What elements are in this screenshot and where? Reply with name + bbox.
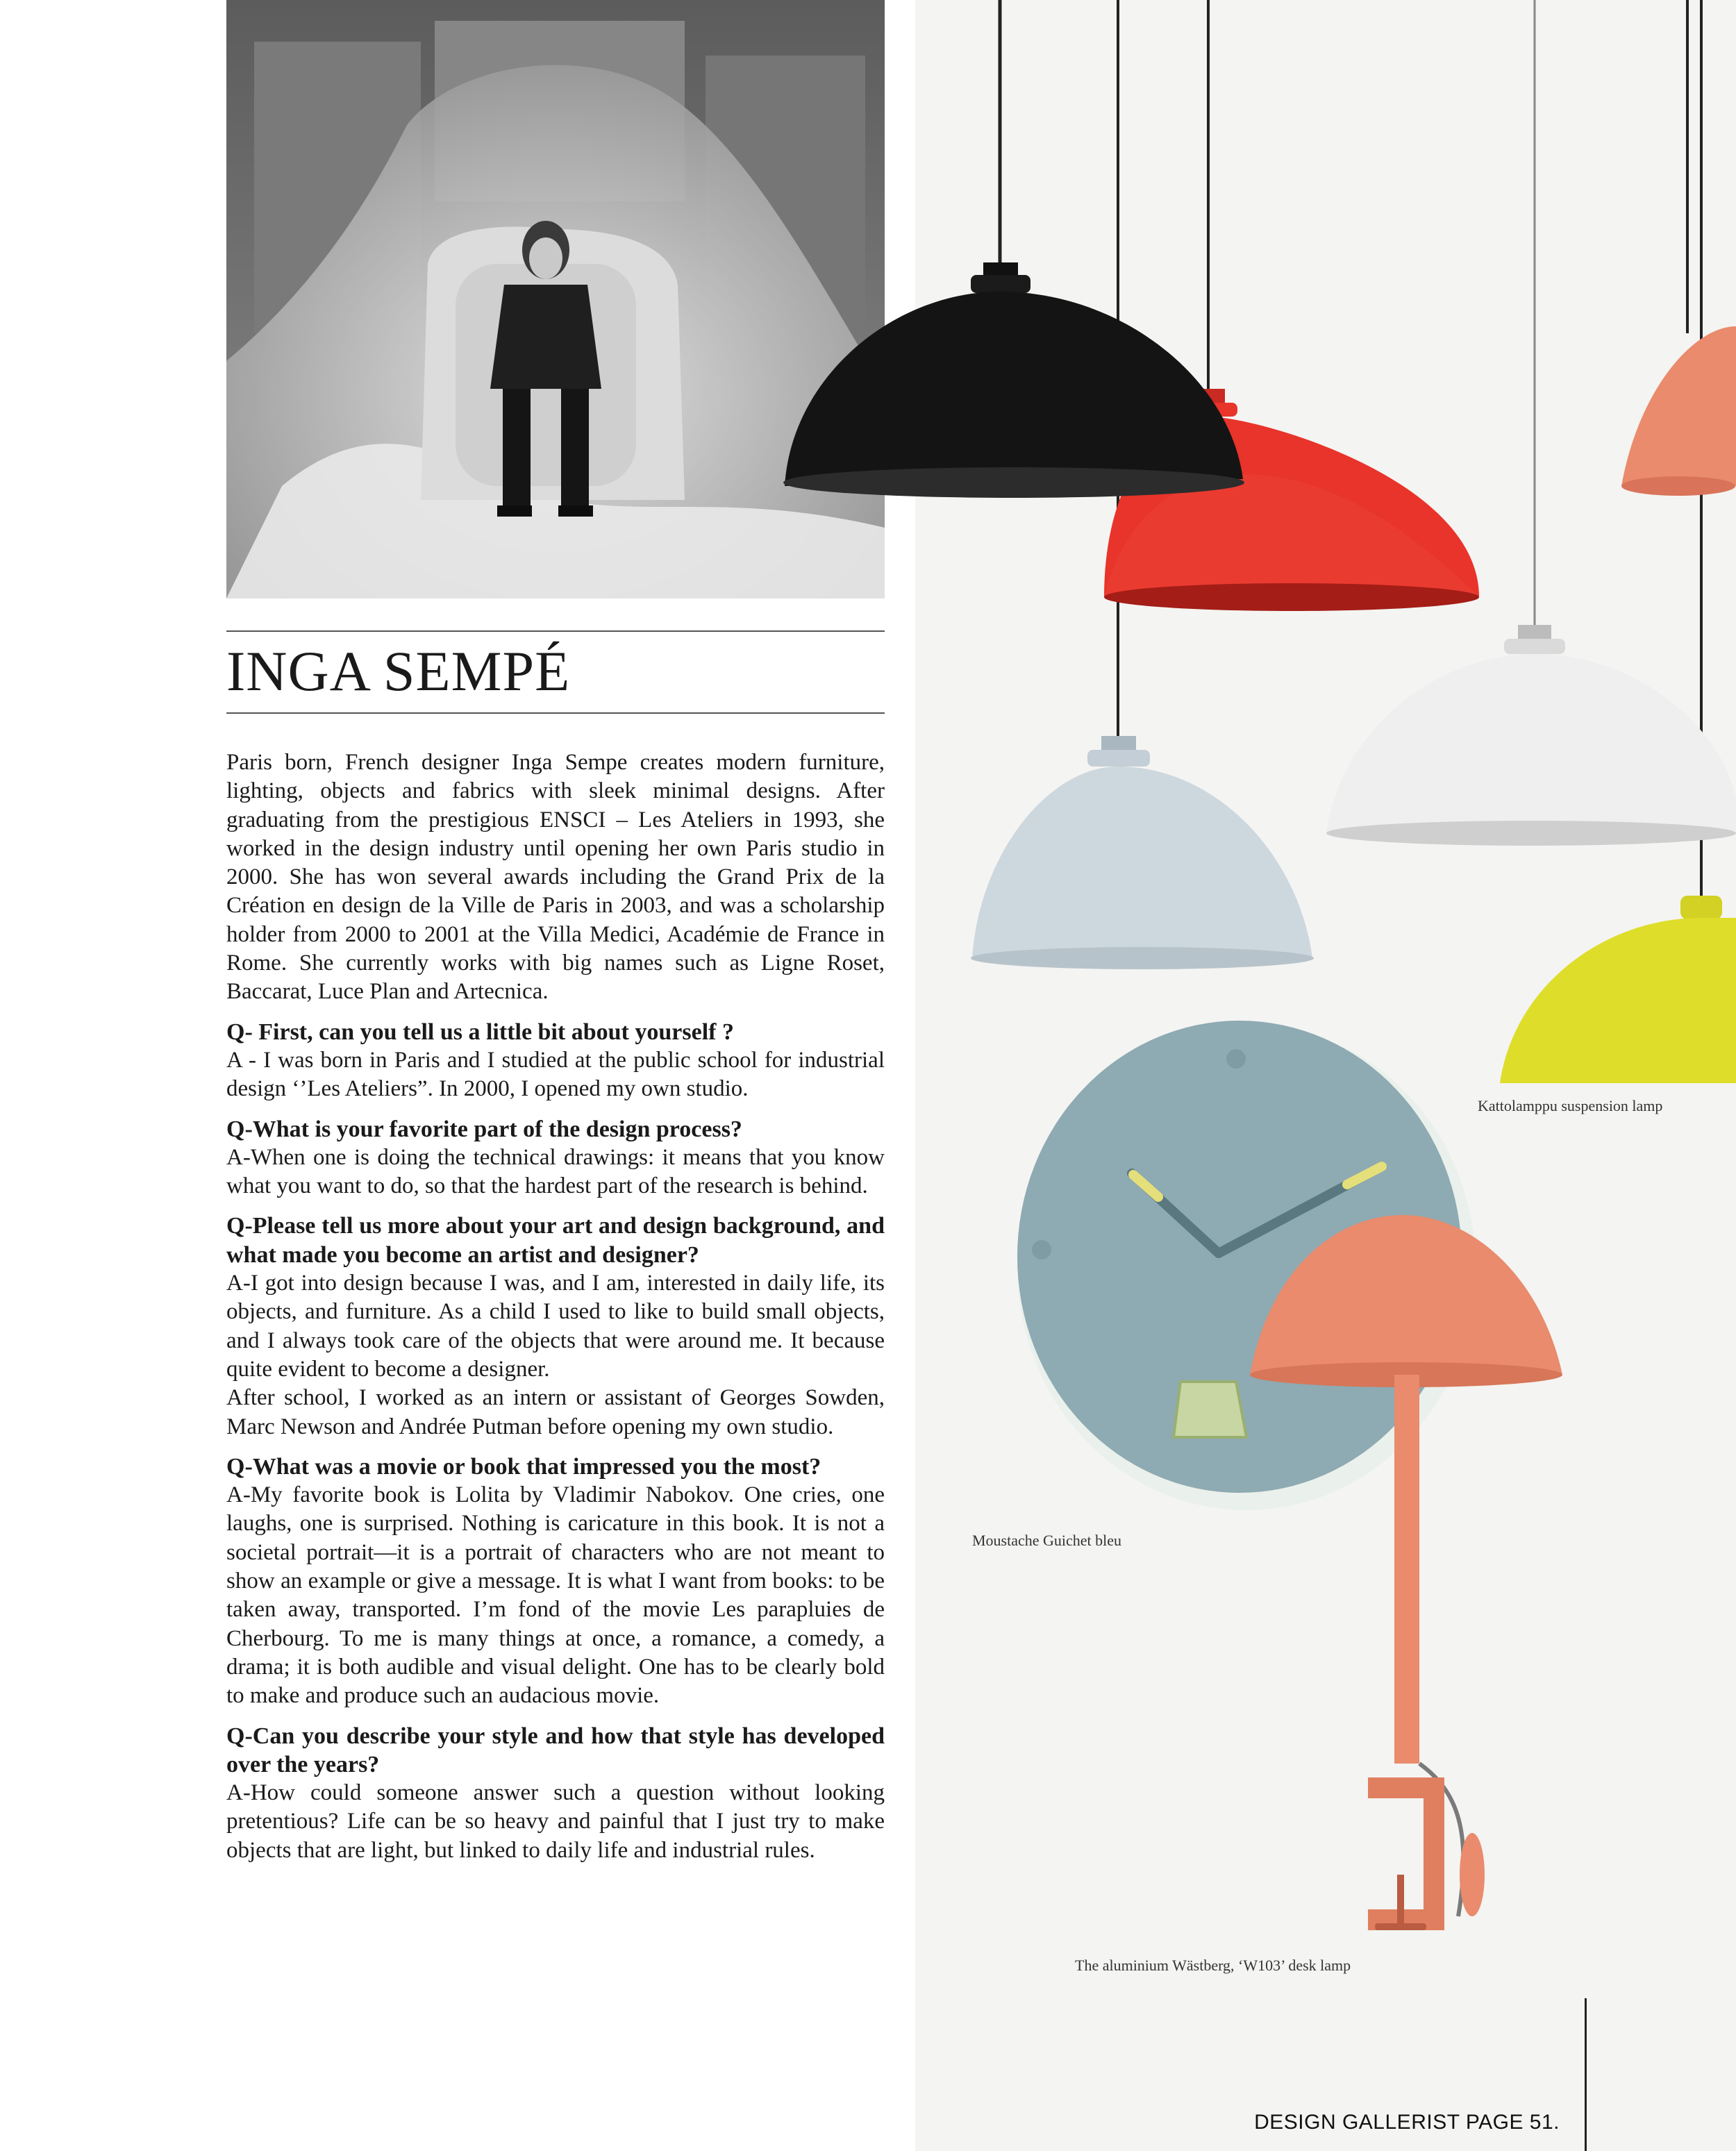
answer-4: A-My favorite book is Lolita by Vladimir Nabokov. One cries, one laughs, one is surprised. Nothing is caricature in this book. It is not a societal portrait—it is a portrait of characters who are not meant to show an example or give a message. It is what I want from books: to be taken away, transported. I’m fond of the movie Les parapluies de Cherbourg. To me is many things at once, a romance, a comedy, a drama; it is both audible and visual delight. One has to be clearly bold to make and produce such an audacious movie. [226, 1482, 885, 1709]
answer-3: A-I got into design because I was, and I am, interested in daily life, its objects, and furniture. As a child I used to like to build small objects, and I always took care of the objects that were around me. It because quite evident to become a designer. [226, 1271, 885, 1382]
light-blue-pendant-lamp [971, 736, 1314, 969]
page-footer: DESIGN GALLERIST PAGE 51. [1254, 2111, 1560, 2134]
question-3: Q-Please tell us more about your art and design background, and what made you become an artist and designer? [226, 1213, 885, 1268]
caption-desk-lamp: The aluminium Wästberg, ‘W103’ desk lamp [1075, 1957, 1351, 1974]
white-pendant-lamp [1326, 625, 1736, 846]
w103-desk-lamp [1250, 1215, 1562, 1930]
clock-and-desk-lamp-illustration [972, 1014, 1736, 2014]
intro-paragraph: Paris born, French designer Inga Sempe creates modern furniture, lighting, objects and fabrics with sleek minimal designs. After graduating from the prestigious ENSCI – Les Ateliers in 1993, she worked in the design industry until opening her own Paris studio in 2000. She has won several awards including the Grand Prix de la Création en design de la Ville de Paris in 2003, and was a scholarship holder from 2000 to 2001 at the Villa Medici, Académie de France in Rome. She currently works with big names such as Ligne Roset, Baccarat, Luce Plan and Artecnica. [226, 750, 885, 1005]
question-4: Q-What was a movie or book that impressed you the most? [226, 1453, 821, 1480]
suspension-lamps-illustration [771, 0, 1736, 1111]
answer-2: A-When one is doing the technical drawings: it means that you know what you want to do, so that the hardest part of the research is behind. [226, 1144, 885, 1199]
answer-1: A - I was born in Paris and I studied at the public school for industrial design ‘’Les Ateliers”. In 2000, I opened my own studio. [226, 1047, 885, 1102]
caption-suspension-lamp: Kattolamppu suspension lamp [1478, 1097, 1663, 1114]
black-pendant-lamp [783, 262, 1244, 498]
answer-3-continued: After school, I worked as an intern or assistant of Georges Sowden, Marc Newson and Andrée Putman before opening my own studio. [226, 1385, 885, 1439]
caption-clock: Moustache Guichet bleu [972, 1532, 1122, 1549]
article-title: INGA SEMPÉ [226, 639, 571, 703]
footer-vertical-rule [1585, 1998, 1587, 2151]
salmon-pendant-lamp [1621, 326, 1736, 496]
question-5: Q-Can you describe your style and how that style has developed over the years? [226, 1723, 885, 1777]
question-2: Q-What is your favorite part of the design process? [226, 1116, 742, 1142]
answer-5: A-How could someone answer such a question without looking pretentious? Life can be so heavy and painful that I just try to make objects that are light, but linked to daily life and industrial rules. [226, 1780, 885, 1863]
question-1: Q- First, can you tell us a little bit about yourself ? [226, 1019, 734, 1045]
